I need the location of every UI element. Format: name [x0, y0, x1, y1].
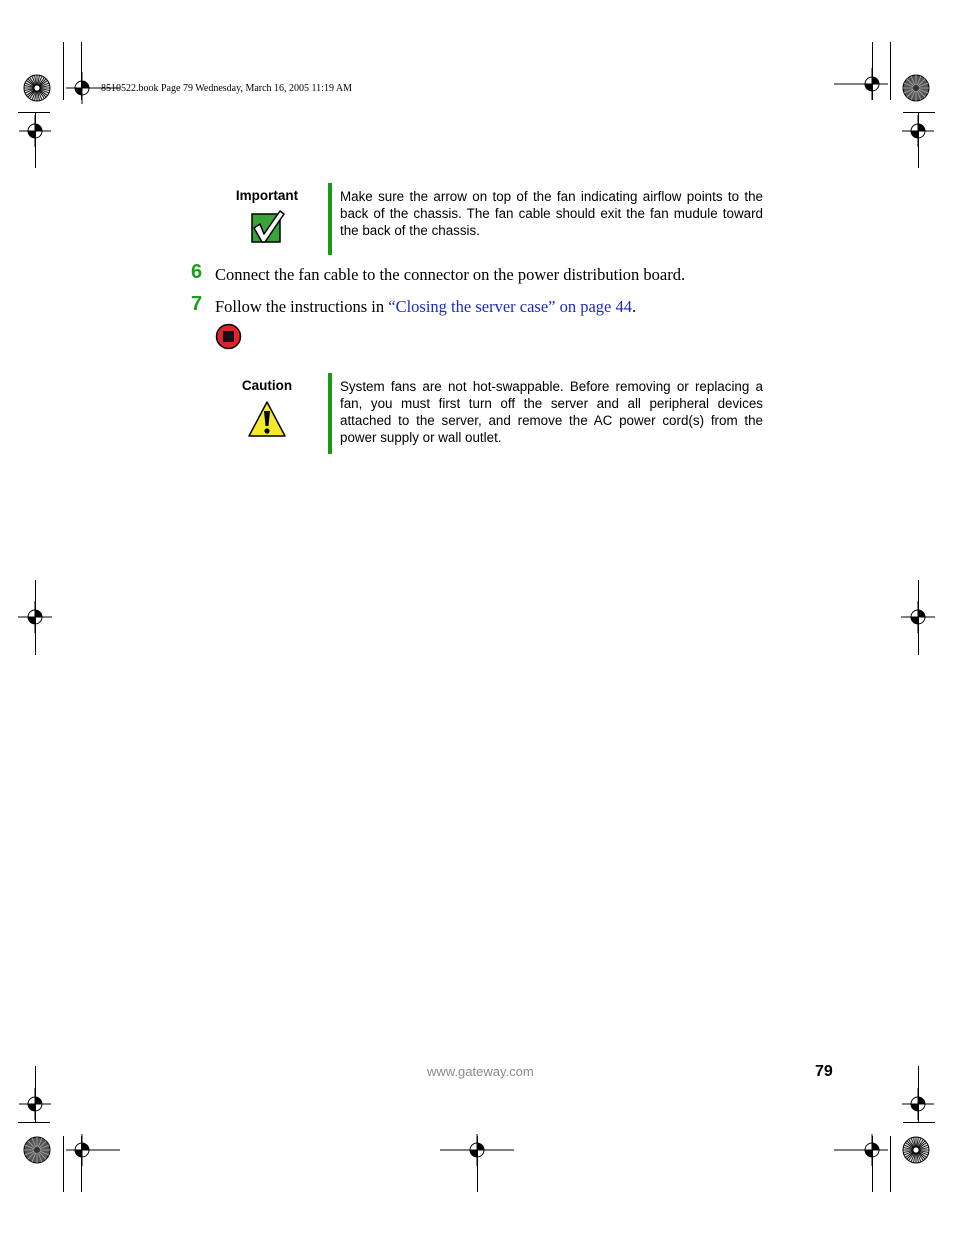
- checkmark-icon: [250, 210, 286, 244]
- important-text: Make sure the arrow on top of the fan indicating airflow points to the back of the chassis. The fan cable should exit the fan mudule toward the back of the chassis.: [340, 189, 763, 238]
- caution-label: Caution: [241, 378, 293, 393]
- footer-url: www.gateway.com: [427, 1064, 534, 1079]
- page-number: 79: [815, 1063, 833, 1080]
- step-text: Connect the fan cable to the connector on the power distribution board.: [215, 265, 686, 284]
- step-text-before: Follow the instructions in: [215, 297, 389, 316]
- step-number: 6: [191, 261, 203, 283]
- caution-text: System fans are not hot-swappable. Before removing or replacing a fan, you must first turn off the server and all peripheral devices attached to the server, and remove the AC power cord(s) from the power supply or wall outlet.: [340, 379, 763, 445]
- step-text-after: .: [632, 297, 637, 316]
- warning-icon: [247, 400, 287, 438]
- step-number: 7: [191, 293, 203, 315]
- important-label: Important: [235, 188, 299, 203]
- important-accent-bar: [328, 183, 332, 255]
- closing-server-case-link[interactable]: “Closing the server case” on page 44: [388, 297, 632, 316]
- print-slug: 8510522.book Page 79 Wednesday, March 16, 2005 11:19 AM: [101, 83, 353, 94]
- stop-icon: [215, 323, 242, 350]
- step-text: [215, 297, 636, 317]
- caution-accent-bar: [328, 373, 332, 454]
